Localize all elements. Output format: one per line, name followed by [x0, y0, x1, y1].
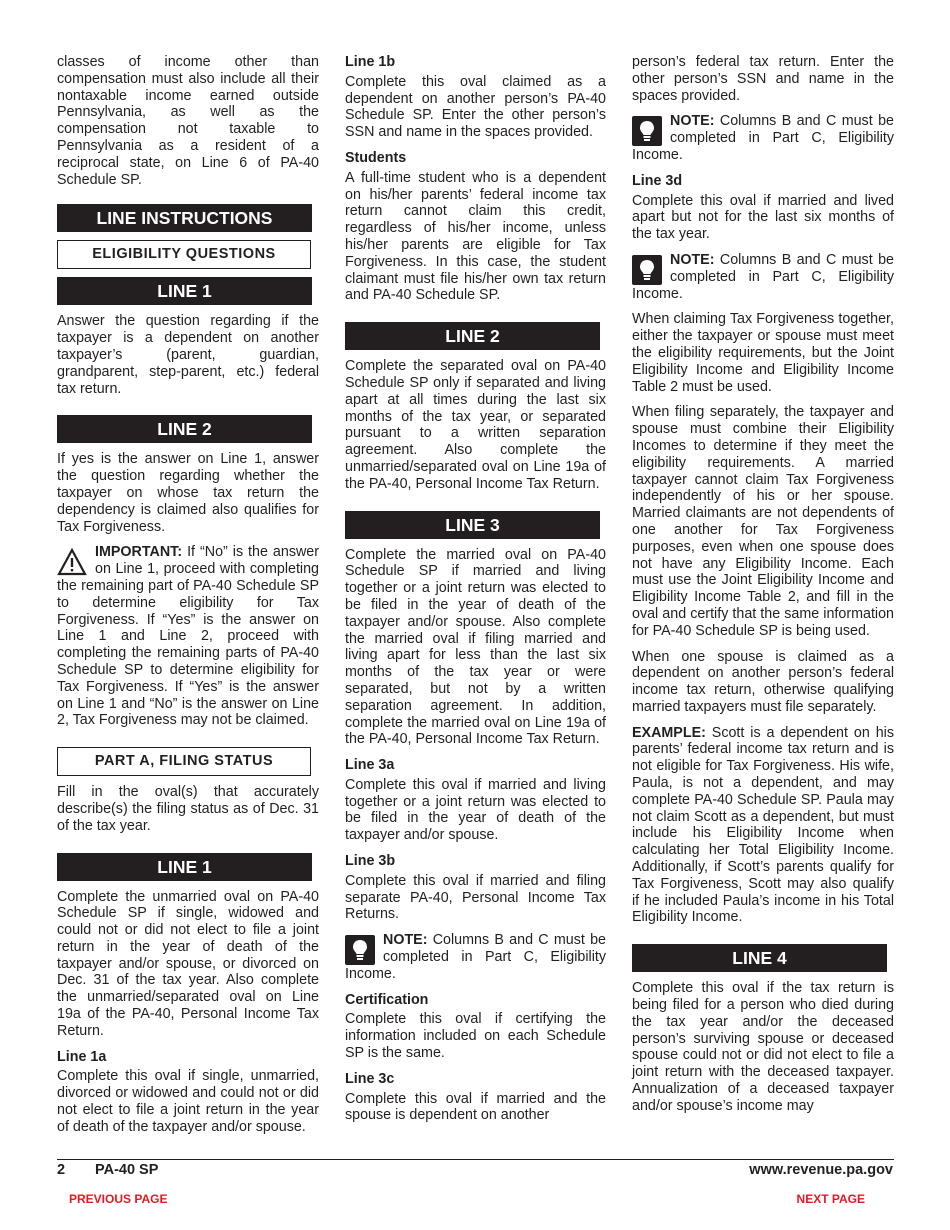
form-title: PA-40 SP	[95, 1162, 159, 1178]
line-3c-text: Complete this oval if married and the spouse is dependent on another	[345, 1090, 606, 1124]
line-3a-title: Line 3a	[345, 757, 395, 774]
note-box	[345, 932, 606, 982]
line-3b-text: Complete this oval if married and filing separate PA-40, Personal Income Tax Returns.	[345, 872, 606, 923]
note-label: NOTE:	[670, 251, 715, 268]
line-3b-title: Line 3b	[345, 853, 396, 870]
line-2-header: LINE 2	[345, 322, 600, 350]
example-label: EXAMPLE:	[632, 724, 706, 741]
part-a-line-1-text: Complete the unmarried oval on PA-40 Schedule SP if single, widowed and could not or did not elect to file a joint return in the year of death of the taxpayer and/or spouse, or divorced on Dec. 31 of the tax year. Also complete the unmarried/separated oval on Line 19a of the PA-40, Personal Income Tax Return.	[57, 888, 319, 1039]
important-note	[57, 544, 319, 729]
line-2-header: LINE 2	[57, 415, 312, 443]
column-3	[632, 54, 894, 1124]
line-4-header: LINE 4	[632, 944, 887, 972]
lightbulb-icon	[632, 116, 662, 146]
example-text: Scott is a dependent on his parents’ federal income tax return and is not eligible for Tax Forgiveness. His wife, Paula, is not a dependent, and may complete PA-40 Schedule SP. Paula may not claim Scott as a dependent, but must include his Eligibility Income when calculating her Total Eligibility Income. Additionally, if Scott’s parents qualify for Tax Forgiveness, Scott may also qualify if he included Paula’s income in his Total Eligibility Income.	[632, 724, 894, 926]
separate-paragraph: When filing separately, the taxpayer and spouse must combine their Eligibility Incomes to determine if they meet the eligibility requirements. A married taxpayer cannot claim Tax Forgiveness independently of his or her spouse. Married claimants are not dependents of one another for Tax Forgiveness purposes, even when one spouse does not have any Eligibility Income. Each must use the Joint Eligibility Income and Eligibility Income Table 2, and fill in the oval and certify that the same information for PA-40 Schedule SP is being used.	[632, 404, 894, 639]
part-a-line-1-header: LINE 1	[57, 853, 312, 881]
line-4-text: Complete this oval if the tax return is being filed for a person who died during the tax year and/or the deceased person’s surviving spouse or deceased spouse could not or did not elect to file a joint return with the deceased taxpayer. Annualization of a deceased taxpayer and/or spouse’s income may	[632, 980, 894, 1114]
lightbulb-icon	[345, 935, 375, 965]
certification-text: Complete this oval if certifying the information included on each Schedule SP is the same.	[345, 1011, 606, 1062]
students-title: Students	[345, 149, 407, 166]
line-2-text: If yes is the answer on Line 1, answer the question regarding whether the taxpayer on whose tax return the dependency is claimed also qualifies for Tax Forgiveness.	[57, 451, 319, 535]
line-3d-text: Complete this oval if married and lived apart but not for the last six months of the tax year.	[632, 192, 894, 243]
line-1a-text: Complete this oval if single, unmarried, divorced or widowed and could not or did not elect to file a joint return in the year of death of the taxpayer and/or spouse.	[57, 1068, 319, 1135]
warning-icon	[57, 547, 87, 577]
part-a-text: Fill in the oval(s) that accurately describe(s) the filing status as of Dec. 31 of the tax year.	[57, 784, 319, 834]
lightbulb-icon	[632, 255, 662, 285]
line-3-header: LINE 3	[345, 511, 600, 539]
note-text: Columns B and C must be completed in Part C, Eligibility Income.	[632, 251, 894, 302]
note-label: NOTE:	[670, 113, 715, 130]
line-3d-title: Line 3d	[632, 172, 683, 189]
eligibility-questions-header: ELIGIBILITY QUESTIONS	[57, 240, 311, 269]
line-2-text: Complete the separated oval on PA-40 Schedule SP only if separated and living apart at all times during the last six months of the tax year, or separated pursuant to a written separation agreement. Also complete the unmarried/separated oval on Line 19a of the PA-40, Personal Income Tax Return.	[345, 358, 606, 492]
next-page-link[interactable]: NEXT PAGE	[796, 1192, 865, 1206]
page-number: 2	[57, 1162, 66, 1178]
line-1a-title: Line 1a	[57, 1048, 107, 1065]
line-1-text: Answer the question regarding if the taxpayer is a dependent on another taxpayer’s (parent, guardian, grandparent, step-parent, etc.) federal tax return.	[57, 313, 319, 397]
joint-paragraph: When claiming Tax Forgiveness together, either the taxpayer or spouse must meet the eligibility requirements, but the Joint Eligibility Income and Eligibility Income Table 2 must be used.	[632, 311, 894, 395]
line-1b-title: Line 1b	[345, 54, 396, 70]
note-text: Columns B and C must be completed in Part C, Eligibility Income.	[345, 932, 606, 982]
intro-paragraph: classes of income other than compensation must also include all their nontaxable income earned outside Pennsylvania, as well as the compensation not taxable to Pennsylvania as a resident of a reciprocal state, on Line 6 of PA-40 Schedule SP.	[57, 54, 319, 188]
example-paragraph	[632, 725, 894, 927]
website-url: www.revenue.pa.gov	[749, 1162, 893, 1178]
previous-page-link[interactable]: PREVIOUS PAGE	[69, 1192, 168, 1206]
footer-divider	[57, 1159, 894, 1160]
continued-text: person’s federal tax return. Enter the other person’s SSN and name in the spaces provided.	[632, 54, 894, 104]
line-1-header: LINE 1	[57, 277, 312, 305]
note-box-2	[632, 252, 894, 302]
line-instructions-header: LINE INSTRUCTIONS	[57, 204, 312, 232]
note-box-1	[632, 113, 894, 163]
students-text: A full-time student who is a dependent on his/her parents’ federal income tax return cannot claim this credit, regardless of his/her income, unless his/her parents are eligible for Tax Forgiveness. In this case, the student claimant must file his/her own tax return and PA-40 Schedule SP.	[345, 169, 606, 304]
column-1	[57, 54, 319, 1145]
note-label: NOTE:	[383, 932, 428, 949]
dependent-spouse-paragraph: When one spouse is claimed as a dependent on another person’s federal income tax return, otherwise qualifying married taxpayers must file separately.	[632, 648, 894, 715]
important-text: If “No” is the answer on Line 1, proceed with completing the remaining part of PA-40 Schedule SP to determine eligibility for Tax Forgiveness. If “Yes” is the answer on Line 1 and Line 2, proceed with completing the remaining parts of PA-40 Schedule SP to determine eligibility for Tax Forgiveness. If “Yes” is the answer on Line 1 and “No” is the answer on Line 2, Tax Forgiveness may not be claimed.	[57, 544, 319, 729]
line-3c-title: Line 3c	[345, 1070, 395, 1087]
note-text: Columns B and C must be completed in Part C, Eligibility Income.	[632, 113, 894, 163]
important-label: IMPORTANT:	[95, 544, 183, 561]
line-1b-text: Complete this oval claimed as a dependent on another person’s PA-40 Schedule SP. Enter the other person’s SSN and name in the spaces provided.	[345, 73, 606, 141]
column-2	[345, 54, 606, 1133]
part-a-header: PART A, FILING STATUS	[57, 747, 311, 776]
line-3-text: Complete the married oval on PA-40 Schedule SP if married and living together or a joint return was elected to be filed in the year of death of the taxpayer and/or spouse. Also complete the married oval if filing married and living apart for less than the last six months of the tax year or were separated, but not by a written separation agreement. In addition, complete the married oval on Line 19a of the PA-40, Personal Income Tax Return.	[345, 546, 606, 748]
line-3a-text: Complete this oval if married and living together or a joint return was elected to be filed in the year of death of the taxpayer and/or spouse.	[345, 776, 606, 844]
certification-title: Certification	[345, 991, 429, 1008]
